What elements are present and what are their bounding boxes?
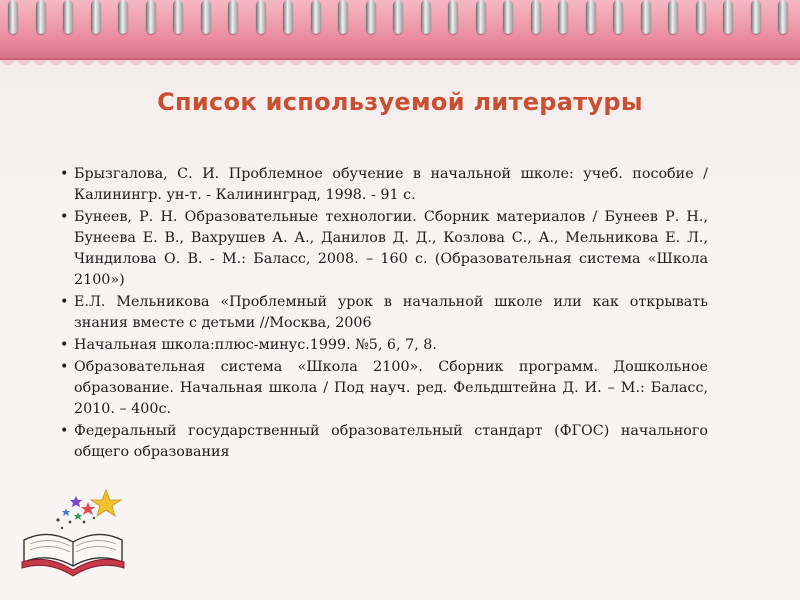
binding-coil [421, 0, 431, 34]
binding-coil [696, 0, 706, 34]
binding-coil [503, 0, 513, 34]
list-item: • Федеральный государственный образовательный стандарт (ФГОС) начального общего образования [60, 421, 708, 463]
list-item: • Образовательная система «Школа 2100». Сборник программ. Дошкольное образование. Начальная школа / Под науч. ред. Фельдштейна Д. И. – М.: Баласс, 2010. – 400с. [60, 357, 708, 420]
book-with-stars-icon [18, 488, 128, 578]
binding-coil [283, 0, 293, 34]
binding-coil [531, 0, 541, 34]
binding-coil [723, 0, 733, 34]
lace-border-icon [0, 60, 800, 70]
binding-coil [173, 0, 183, 34]
binding-coil [393, 0, 403, 34]
binding-coil [91, 0, 101, 34]
binding-coil [558, 0, 568, 34]
reference-list [60, 164, 708, 464]
binding-coil [613, 0, 623, 34]
star-icon [91, 490, 121, 516]
binding-coil [8, 0, 18, 34]
binding-coil [448, 0, 458, 34]
binding-coil [476, 0, 486, 34]
star-icon [70, 496, 82, 507]
binding-coil [256, 0, 266, 34]
binding-coil [778, 0, 788, 34]
star-icon [62, 508, 70, 516]
binding-coil [63, 0, 73, 34]
binding-coil [311, 0, 321, 34]
binding-coil [118, 0, 128, 34]
binding-coil [146, 0, 156, 34]
spiral-binding-icon [0, 0, 800, 36]
binding-coil [201, 0, 211, 34]
binding-coil [751, 0, 761, 34]
star-icon [81, 502, 95, 515]
binding-coil [228, 0, 238, 34]
star-icon [74, 512, 82, 520]
binding-coil [641, 0, 651, 34]
binding-coil [668, 0, 678, 34]
list-item: • Начальная школа:плюс-минус.1999. №5, 6, 7, 8. [60, 335, 708, 356]
list-item: • Брызгалова, С. И. Проблемное обучение в начальной школе: учеб. пособие / Калинингр. ун-т. - Калининград, 1998. - 91 с. [60, 164, 708, 206]
page-title: Список используемой литературы [157, 88, 643, 116]
binding-coil [36, 0, 46, 34]
list-item: • Бунеев, Р. Н. Образовательные технологии. Сборник материалов / Бунеев Р. Н., Бунеева Е. В., Вахрушев А. А., Данилов Д. Д., Козлова С., А., Мельникова Е. Л., Чиндилова О. В. - М.: Баласс, 2008. – 160 с. (Образовательная система «Школа 2100») [60, 207, 708, 291]
binding-coil [338, 0, 348, 34]
list-item: • Е.Л. Мельникова «Проблемный урок в начальной школе или как открывать знания вместе с детьми //Москва, 2006 [60, 292, 708, 334]
binding-coil [366, 0, 376, 34]
binding-coil [586, 0, 596, 34]
